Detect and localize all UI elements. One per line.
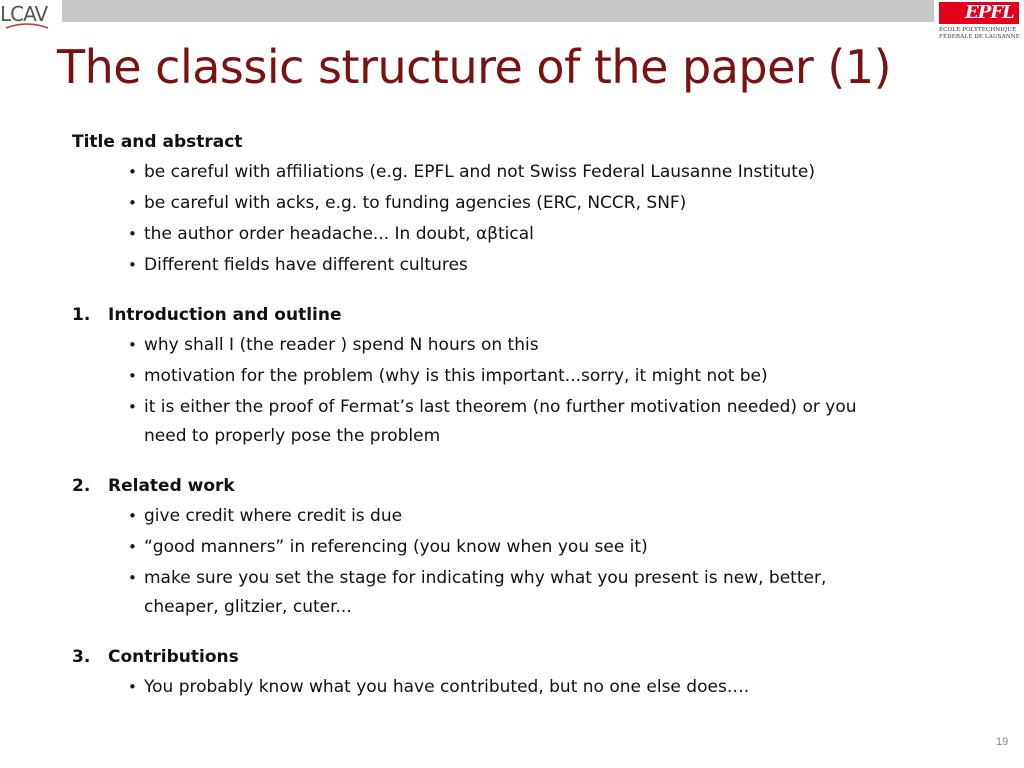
section-title-abstract — [72, 128, 952, 280]
section-introduction — [72, 301, 952, 451]
header-bar — [62, 0, 934, 22]
epfl-mark — [939, 2, 1019, 24]
slide-title: The classic structure of the paper (1) — [57, 40, 892, 94]
epfl-line-1: ÉCOLE POLYTECHNIQUE — [939, 27, 1017, 33]
bullet-list — [72, 331, 952, 451]
section-contributions — [72, 643, 952, 702]
section-heading — [72, 301, 952, 329]
lcav-logo — [0, 0, 62, 32]
list-item: • give credit where credit is due — [124, 502, 952, 531]
list-item: • motivation for the problem (why is this important...sorry, it might not be) — [124, 362, 952, 391]
page-number: 19 — [996, 736, 1009, 748]
list-item: • make sure you set the stage for indicating why what you present is new, better, cheaper, glitzier, cuter... — [124, 564, 904, 622]
list-item: • be careful with affiliations (e.g. EPFL and not Swiss Federal Lausanne Institute) — [124, 158, 952, 187]
section-heading — [72, 643, 952, 671]
section-number: 1. — [72, 305, 91, 325]
section-heading-text: Introduction and outline — [108, 305, 342, 325]
bullet-list — [72, 158, 952, 280]
section-heading-text: Contributions — [108, 647, 239, 667]
epfl-line-2: FÉDÉRALE DE LAUSANNE — [939, 34, 1020, 40]
lcav-swoosh-icon — [4, 22, 50, 32]
bullet-list — [72, 673, 952, 702]
section-number: 3. — [72, 647, 91, 667]
section-heading-text: Title and abstract — [72, 132, 243, 152]
bullet-list — [72, 502, 952, 622]
list-item: • “good manners” in referencing (you know when you see it) — [124, 533, 952, 562]
lcav-logo-text: LCAV — [0, 2, 48, 26]
section-heading-text: Related work — [108, 476, 235, 496]
slide-content — [72, 128, 952, 704]
list-item: • You probably know what you have contributed, but no one else does…. — [124, 673, 952, 702]
epfl-logo-text: EPFL — [965, 2, 1014, 23]
list-item: • the author order headache... In doubt, αβtical — [124, 220, 952, 249]
epfl-logo — [937, 0, 1024, 42]
section-heading — [72, 472, 952, 500]
section-number: 2. — [72, 476, 91, 496]
section-heading — [72, 128, 952, 156]
list-item: • why shall I (the reader ) spend N hours on this — [124, 331, 952, 360]
list-item: • be careful with acks, e.g. to funding agencies (ERC, NCCR, SNF) — [124, 189, 952, 218]
list-item: • Different fields have different cultures — [124, 251, 952, 280]
section-related-work — [72, 472, 952, 622]
list-item: • it is either the proof of Fermat’s last theorem (no further motivation needed) or you need to properly pose the problem — [124, 393, 904, 451]
